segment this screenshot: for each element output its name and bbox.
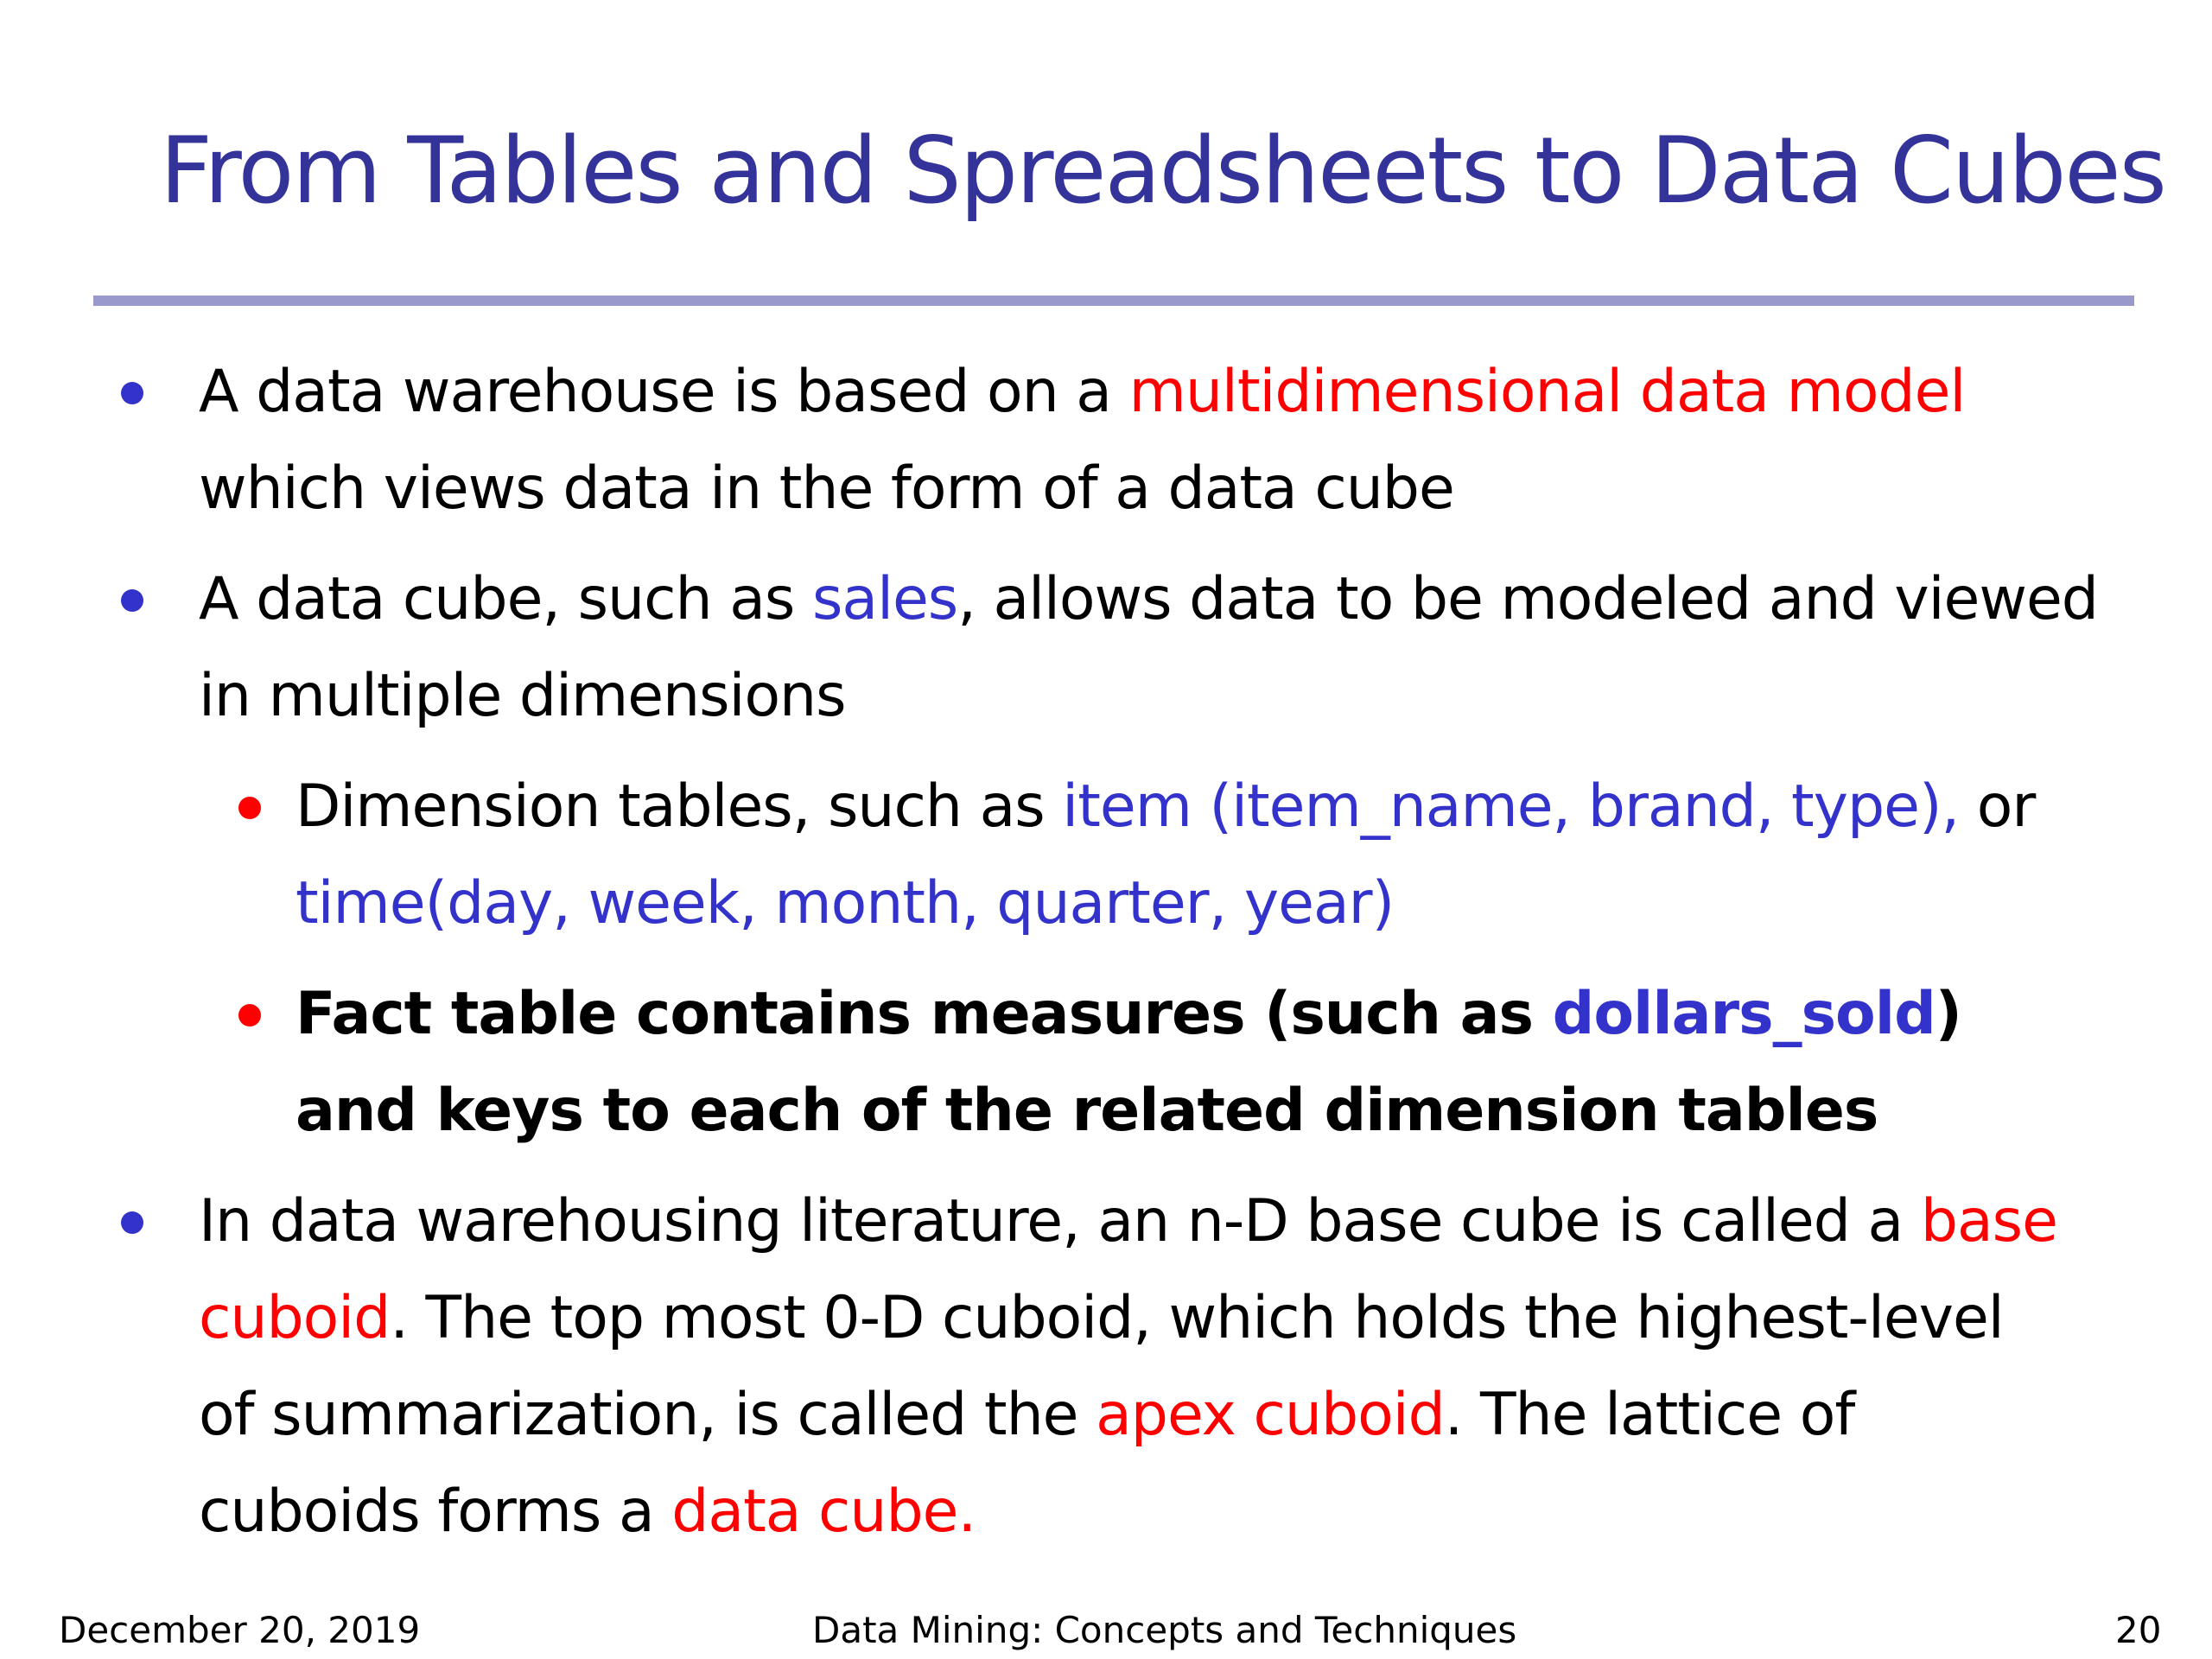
bullet-text: Fact table contains measures (such as bbox=[296, 980, 1553, 1048]
bullet-text: A data warehouse is based on a bbox=[199, 358, 1129, 426]
bullet-item bbox=[199, 551, 2126, 745]
bullet-text: A data cube, such as bbox=[199, 565, 812, 633]
highlight-term: data cube. bbox=[671, 1478, 976, 1546]
bullet-dot-icon bbox=[238, 797, 261, 819]
bullet-text: ) and keys to each of the related dimension tables bbox=[296, 980, 1961, 1145]
slide-title: From Tables and Spreadsheets to Data Cubes bbox=[160, 118, 2165, 224]
bullet-text: or bbox=[1959, 772, 2036, 841]
highlight-term: apex cuboid bbox=[1096, 1381, 1445, 1449]
bullet-item bbox=[199, 1173, 2065, 1560]
highlight-term: sales bbox=[811, 565, 958, 633]
bullet-text: , allows data to be modeled and viewed in multiple dimensions bbox=[199, 565, 2098, 730]
bullet-dot-icon bbox=[238, 1004, 261, 1027]
highlight-term: multidimensional data model bbox=[1128, 358, 1966, 426]
bullet-text: . The lattice of cuboids forms a bbox=[199, 1381, 1855, 1546]
bullet-dot-icon bbox=[121, 1211, 143, 1234]
sub-bullet-item bbox=[296, 966, 2101, 1160]
highlight-term: base cuboid bbox=[199, 1187, 2057, 1352]
footer-date: December 20, 2019 bbox=[59, 1609, 421, 1651]
bullet-text: In data warehousing literature, an n-D base cube is called a bbox=[199, 1187, 1921, 1255]
bullet-text: which views data in the form of a data cube bbox=[199, 454, 1454, 523]
highlight-term: dollars_sold bbox=[1552, 980, 1936, 1048]
bullet-dot-icon bbox=[121, 589, 143, 612]
bullet-dot-icon bbox=[121, 382, 143, 404]
footer-course-title: Data Mining: Concepts and Techniques bbox=[812, 1609, 1517, 1651]
highlight-term: item (item_name, brand, type), bbox=[1062, 772, 1960, 841]
highlight-term: time(day, week, month, quarter, year) bbox=[296, 869, 1395, 938]
sub-bullet-item bbox=[296, 759, 2067, 952]
bullet-text: Dimension tables, such as bbox=[296, 772, 1063, 841]
bullet-text: . The top most 0-D cuboid, which holds the highest-level of summarization, is called the bbox=[199, 1284, 2004, 1449]
title-divider bbox=[93, 296, 2134, 306]
footer-page-number: 20 bbox=[2115, 1609, 2162, 1651]
bullet-item bbox=[199, 344, 2126, 537]
